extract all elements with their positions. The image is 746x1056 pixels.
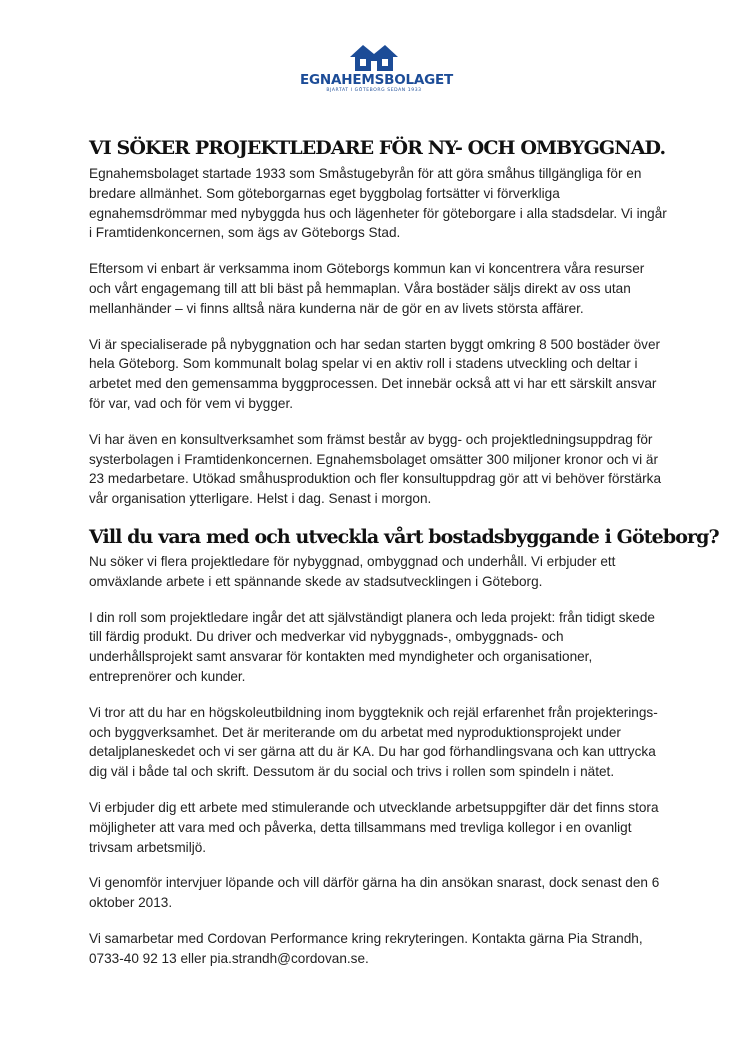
logo-name: EGNAHEMSBOLAGET: [300, 72, 454, 88]
paragraph: Vi samarbetar med Cordovan Performance kring rekryteringen. Kontakta gärna Pia Strandh, 0733-40 92 13 eller pia.strandh@cordovan.se.: [89, 930, 643, 966]
section-heading: Vill du vara med och utveckla vårt bostadsbyggande i Göteborg?: [89, 525, 719, 548]
paragraph: Vi har även en konsultverksamhet som främst består av bygg- och projektledningsuppdrag för systerbolagen i Framtidenkoncernen. Egnahemsbolaget omsätter 300 miljoner kronor och vi är 23 medarbetare. Utökad småhusproduktion och fler konsultuppdrag gör att vi behöver förstärka vår organisation ytterligare. Helst i dag. Senast i morgon.: [89, 431, 662, 507]
paragraph: Nu söker vi flera projektledare för nybyggnad, ombyggnad och underhåll. Vi erbjuder ett omväxlande arbete i ett spännande skede av stadsutvecklingen i Göteborg.: [89, 553, 616, 589]
houses-logo-icon: [348, 42, 400, 72]
paragraph: Vi tror att du har en högskoleutbildning inom byggteknik och rejäl erfarenhet från projekterings- och byggverksamhet. Det är meriterande om du arbetat med nyproduktionsprojekt under detaljplaneskedet och vi ser gärna att du är KA. Du har god förhandlingsvana och kan uttrycka dig väl i både tal och skrift. Dessutom är du social och trivs i rollen som spindeln i nätet.: [89, 704, 658, 780]
logo-tagline: BJARTAT I GÖTEBORG SEDAN 1933: [326, 88, 422, 93]
page-title: VI SÖKER PROJEKTLEDARE FÖR NY- OCH OMBYGGNAD.: [89, 137, 666, 159]
company-logo: [300, 42, 454, 100]
paragraph: I din roll som projektledare ingår det att självständigt planera och leda projekt: från tidigt skede till färdig produkt. Du driver och medverkar vid nybyggnads-, ombyggnads- och underhållsprojekt samt ansvarar för kontakten med myndigheter och organisationer, entreprenörer och kunder.: [89, 609, 655, 684]
document-body: [89, 136, 719, 985]
paragraph: Vi är specialiserade på nybyggnation och har sedan starten byggt omkring 8 500 bostäder över hela Göteborg. Som kommunalt bolag spelar vi en aktiv roll i stadens utveckling och deltar i arbetet med den gemensamma byggprocessen. Det innebär också att vi har ett särskilt ansvar för var, vad och för vem vi bygger.: [89, 336, 661, 411]
paragraph: Vi erbjuder dig ett arbete med stimulerande och utvecklande arbetsuppgifter där det finns stora möjligheter att vara med och påverka, detta tillsammans med trevliga kollegor i en ovanligt trivsam arbetsmiljö.: [89, 799, 659, 855]
paragraph: Eftersom vi enbart är verksamma inom Göteborgs kommun kan vi koncentrera våra resurser och vårt engagemang till att bli bäst på hemmaplan. Våra bostäder säljs direkt av oss utan mellanhänder – vi finns alltså nära kunderna när de gör en av livets största affärer.: [89, 261, 645, 316]
paragraph: Egnahemsbolaget startade 1933 som Småstugebyrån för att göra småhus tillgängliga för en bredare allmänhet. Som göteborgarnas eget byggbolag fortsätter vi förverkliga egnahemsdrömmar med nybyggda hus och lägenheter för göteborgare i alla stadsdelar. Vi ingår i Framtidenkoncernen, som ägs av Göteborgs Stad.: [89, 166, 667, 241]
paragraph: Vi genomför intervjuer löpande och vill därför gärna ha din ansökan snarast, dock senast den 6 oktober 2013.: [89, 875, 660, 911]
